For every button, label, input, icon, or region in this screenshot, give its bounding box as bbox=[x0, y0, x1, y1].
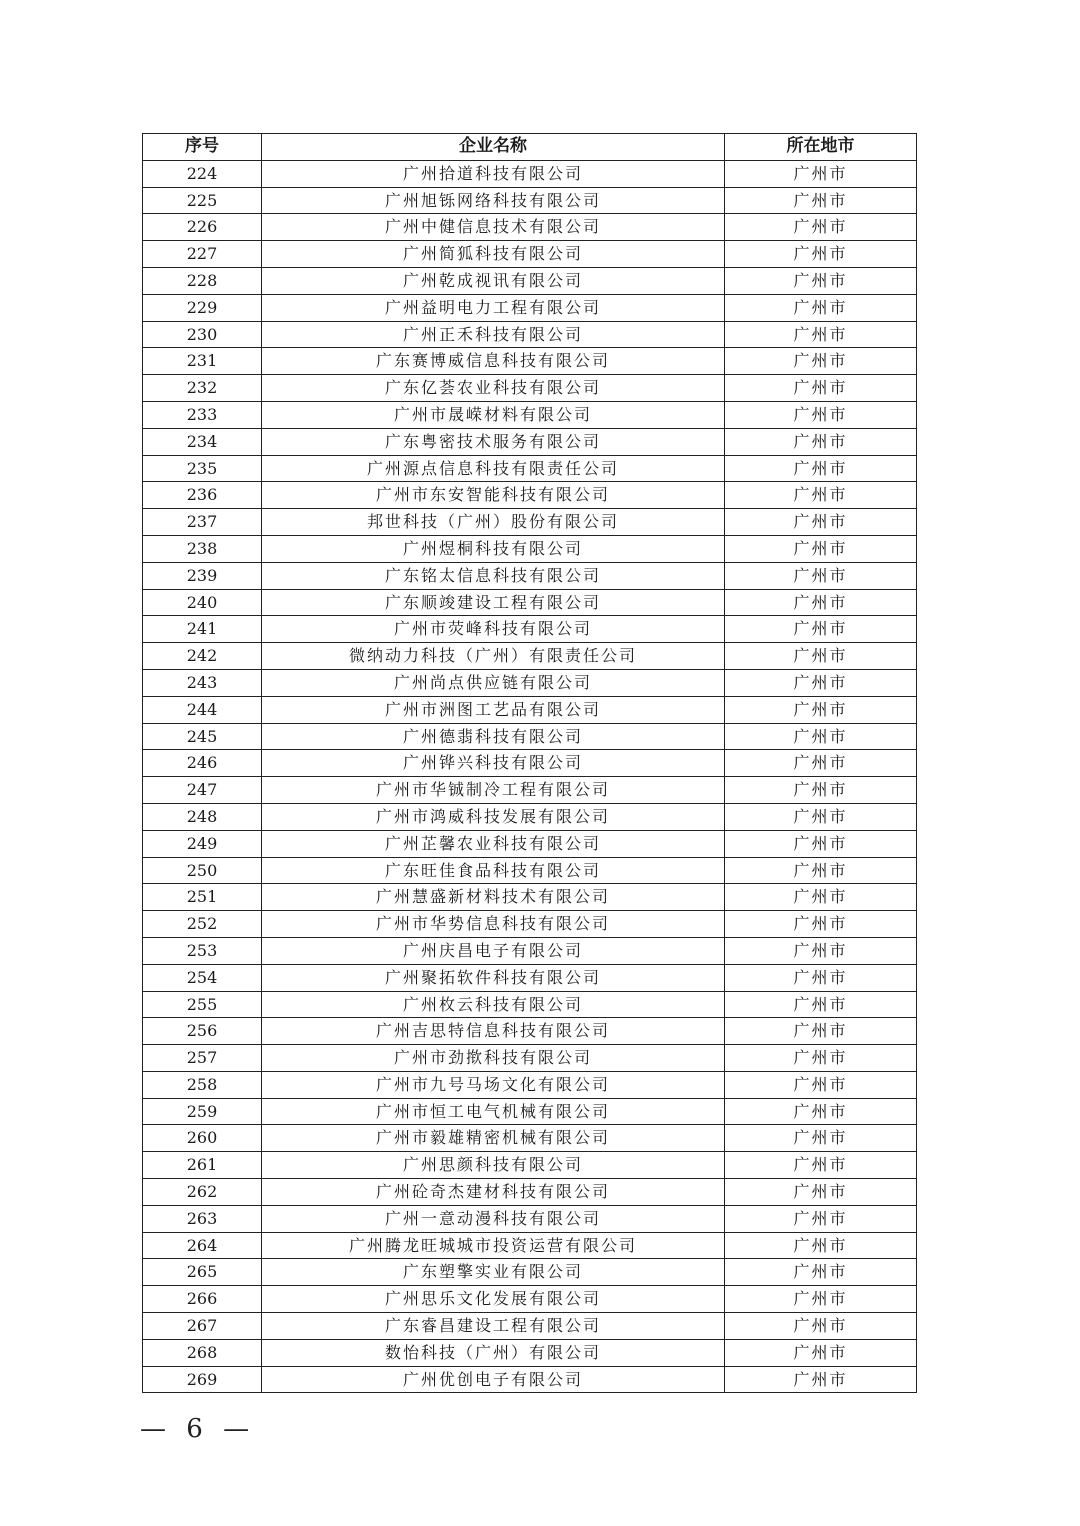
company-name-cell: 广州吉思特信息科技有限公司 bbox=[262, 1018, 725, 1045]
company-name-cell: 广州慧盛新材料技术有限公司 bbox=[262, 884, 725, 911]
city-cell: 广州市 bbox=[725, 1098, 917, 1125]
company-name-cell: 广东旺佳食品科技有限公司 bbox=[262, 857, 725, 884]
table-row bbox=[143, 348, 917, 375]
header-serial-number: 序号 bbox=[143, 134, 262, 161]
city-cell: 广州市 bbox=[725, 1205, 917, 1232]
company-name-cell: 广州庆昌电子有限公司 bbox=[262, 937, 725, 964]
table-row bbox=[143, 991, 917, 1018]
serial-number-cell: 254 bbox=[143, 964, 262, 991]
table-row bbox=[143, 267, 917, 294]
table-row bbox=[143, 1125, 917, 1152]
city-cell: 广州市 bbox=[725, 562, 917, 589]
company-name-cell: 广州市毅雄精密机械有限公司 bbox=[262, 1125, 725, 1152]
company-name-cell: 广州砼奇杰建材科技有限公司 bbox=[262, 1179, 725, 1206]
company-name-cell: 广州芷馨农业科技有限公司 bbox=[262, 830, 725, 857]
city-cell: 广州市 bbox=[725, 1339, 917, 1366]
table-row bbox=[143, 1205, 917, 1232]
city-cell: 广州市 bbox=[725, 669, 917, 696]
serial-number-cell: 253 bbox=[143, 937, 262, 964]
company-name-cell: 广州正禾科技有限公司 bbox=[262, 321, 725, 348]
city-cell: 广州市 bbox=[725, 857, 917, 884]
serial-number-cell: 266 bbox=[143, 1286, 262, 1313]
table-row bbox=[143, 911, 917, 938]
table-row bbox=[143, 455, 917, 482]
table-row bbox=[143, 1313, 917, 1340]
company-name-cell: 广州一意动漫科技有限公司 bbox=[262, 1205, 725, 1232]
table-row bbox=[143, 696, 917, 723]
serial-number-cell: 228 bbox=[143, 267, 262, 294]
city-cell: 广州市 bbox=[725, 428, 917, 455]
table-row bbox=[143, 1071, 917, 1098]
table-row bbox=[143, 535, 917, 562]
table-row bbox=[143, 160, 917, 187]
table-row bbox=[143, 428, 917, 455]
serial-number-cell: 234 bbox=[143, 428, 262, 455]
table-row bbox=[143, 401, 917, 428]
serial-number-cell: 252 bbox=[143, 911, 262, 938]
serial-number-cell: 240 bbox=[143, 589, 262, 616]
serial-number-cell: 259 bbox=[143, 1098, 262, 1125]
company-name-cell: 广州思乐文化发展有限公司 bbox=[262, 1286, 725, 1313]
serial-number-cell: 237 bbox=[143, 509, 262, 536]
enterprise-table bbox=[142, 133, 917, 1393]
city-cell: 广州市 bbox=[725, 1045, 917, 1072]
city-cell: 广州市 bbox=[725, 294, 917, 321]
table-row bbox=[143, 1259, 917, 1286]
city-cell: 广州市 bbox=[725, 991, 917, 1018]
city-cell: 广州市 bbox=[725, 1366, 917, 1393]
table-row bbox=[143, 241, 917, 268]
company-name-cell: 广州源点信息科技有限责任公司 bbox=[262, 455, 725, 482]
city-cell: 广州市 bbox=[725, 375, 917, 402]
serial-number-cell: 255 bbox=[143, 991, 262, 1018]
company-name-cell: 广州市鸿威科技发展有限公司 bbox=[262, 803, 725, 830]
city-cell: 广州市 bbox=[725, 1179, 917, 1206]
serial-number-cell: 235 bbox=[143, 455, 262, 482]
city-cell: 广州市 bbox=[725, 589, 917, 616]
city-cell: 广州市 bbox=[725, 1232, 917, 1259]
serial-number-cell: 248 bbox=[143, 803, 262, 830]
company-name-cell: 广州市洲图工艺品有限公司 bbox=[262, 696, 725, 723]
table-row bbox=[143, 375, 917, 402]
city-cell: 广州市 bbox=[725, 1018, 917, 1045]
serial-number-cell: 241 bbox=[143, 616, 262, 643]
serial-number-cell: 239 bbox=[143, 562, 262, 589]
table-row bbox=[143, 294, 917, 321]
table-row bbox=[143, 616, 917, 643]
serial-number-cell: 265 bbox=[143, 1259, 262, 1286]
company-name-cell: 广州乾成视讯有限公司 bbox=[262, 267, 725, 294]
table-row bbox=[143, 562, 917, 589]
company-name-cell: 广东粤密技术服务有限公司 bbox=[262, 428, 725, 455]
serial-number-cell: 225 bbox=[143, 187, 262, 214]
city-cell: 广州市 bbox=[725, 911, 917, 938]
serial-number-cell: 233 bbox=[143, 401, 262, 428]
company-name-cell: 广州尚点供应链有限公司 bbox=[262, 669, 725, 696]
table-row bbox=[143, 1232, 917, 1259]
city-cell: 广州市 bbox=[725, 1152, 917, 1179]
company-name-cell: 广州煜桐科技有限公司 bbox=[262, 535, 725, 562]
city-cell: 广州市 bbox=[725, 1259, 917, 1286]
serial-number-cell: 236 bbox=[143, 482, 262, 509]
table-row bbox=[143, 1152, 917, 1179]
city-cell: 广州市 bbox=[725, 750, 917, 777]
table-row bbox=[143, 803, 917, 830]
serial-number-cell: 246 bbox=[143, 750, 262, 777]
serial-number-cell: 224 bbox=[143, 160, 262, 187]
table-row bbox=[143, 1366, 917, 1393]
city-cell: 广州市 bbox=[725, 214, 917, 241]
company-name-cell: 广州益明电力工程有限公司 bbox=[262, 294, 725, 321]
table-header bbox=[143, 134, 917, 161]
table-row bbox=[143, 669, 917, 696]
table-row bbox=[143, 830, 917, 857]
table-body bbox=[143, 160, 917, 1393]
serial-number-cell: 230 bbox=[143, 321, 262, 348]
city-cell: 广州市 bbox=[725, 830, 917, 857]
serial-number-cell: 257 bbox=[143, 1045, 262, 1072]
table-row bbox=[143, 643, 917, 670]
header-row bbox=[143, 134, 917, 161]
table-row bbox=[143, 509, 917, 536]
table-row bbox=[143, 1179, 917, 1206]
serial-number-cell: 261 bbox=[143, 1152, 262, 1179]
header-company-name: 企业名称 bbox=[262, 134, 725, 161]
table-row bbox=[143, 857, 917, 884]
city-cell: 广州市 bbox=[725, 964, 917, 991]
company-name-cell: 广州市东安智能科技有限公司 bbox=[262, 482, 725, 509]
serial-number-cell: 247 bbox=[143, 777, 262, 804]
serial-number-cell: 243 bbox=[143, 669, 262, 696]
company-name-cell: 广州德翡科技有限公司 bbox=[262, 723, 725, 750]
company-name-cell: 邦世科技（广州）股份有限公司 bbox=[262, 509, 725, 536]
table-row bbox=[143, 1098, 917, 1125]
company-name-cell: 广州市晟嵘材料有限公司 bbox=[262, 401, 725, 428]
serial-number-cell: 258 bbox=[143, 1071, 262, 1098]
serial-number-cell: 231 bbox=[143, 348, 262, 375]
serial-number-cell: 249 bbox=[143, 830, 262, 857]
city-cell: 广州市 bbox=[725, 401, 917, 428]
serial-number-cell: 262 bbox=[143, 1179, 262, 1206]
company-name-cell: 广州市九号马场文化有限公司 bbox=[262, 1071, 725, 1098]
table-row bbox=[143, 964, 917, 991]
city-cell: 广州市 bbox=[725, 455, 917, 482]
company-name-cell: 广州旭铄网络科技有限公司 bbox=[262, 187, 725, 214]
city-cell: 广州市 bbox=[725, 1125, 917, 1152]
city-cell: 广州市 bbox=[725, 160, 917, 187]
serial-number-cell: 263 bbox=[143, 1205, 262, 1232]
serial-number-cell: 260 bbox=[143, 1125, 262, 1152]
company-name-cell: 广州铧兴科技有限公司 bbox=[262, 750, 725, 777]
serial-number-cell: 227 bbox=[143, 241, 262, 268]
city-cell: 广州市 bbox=[725, 1286, 917, 1313]
city-cell: 广州市 bbox=[725, 616, 917, 643]
company-name-cell: 广州市华铖制冷工程有限公司 bbox=[262, 777, 725, 804]
city-cell: 广州市 bbox=[725, 1071, 917, 1098]
table-row bbox=[143, 723, 917, 750]
company-name-cell: 广东赛博威信息科技有限公司 bbox=[262, 348, 725, 375]
company-name-cell: 广州市荧峰科技有限公司 bbox=[262, 616, 725, 643]
city-cell: 广州市 bbox=[725, 509, 917, 536]
page-number: — 6 — bbox=[140, 1414, 256, 1444]
serial-number-cell: 250 bbox=[143, 857, 262, 884]
company-name-cell: 广州枚云科技有限公司 bbox=[262, 991, 725, 1018]
company-name-cell: 广州市恒工电气机械有限公司 bbox=[262, 1098, 725, 1125]
company-name-cell: 广州简狐科技有限公司 bbox=[262, 241, 725, 268]
company-name-cell: 数怡科技（广州）有限公司 bbox=[262, 1339, 725, 1366]
company-name-cell: 广东顺竣建设工程有限公司 bbox=[262, 589, 725, 616]
table-row bbox=[143, 750, 917, 777]
company-name-cell: 广东铭太信息科技有限公司 bbox=[262, 562, 725, 589]
city-cell: 广州市 bbox=[725, 187, 917, 214]
serial-number-cell: 256 bbox=[143, 1018, 262, 1045]
serial-number-cell: 267 bbox=[143, 1313, 262, 1340]
city-cell: 广州市 bbox=[725, 937, 917, 964]
serial-number-cell: 226 bbox=[143, 214, 262, 241]
company-name-cell: 广州市华势信息科技有限公司 bbox=[262, 911, 725, 938]
city-cell: 广州市 bbox=[725, 1313, 917, 1340]
company-name-cell: 广州思颜科技有限公司 bbox=[262, 1152, 725, 1179]
city-cell: 广州市 bbox=[725, 535, 917, 562]
header-city: 所在地市 bbox=[725, 134, 917, 161]
company-name-cell: 广州聚拓软件科技有限公司 bbox=[262, 964, 725, 991]
city-cell: 广州市 bbox=[725, 777, 917, 804]
city-cell: 广州市 bbox=[725, 241, 917, 268]
table-row bbox=[143, 1286, 917, 1313]
table-row bbox=[143, 1018, 917, 1045]
serial-number-cell: 229 bbox=[143, 294, 262, 321]
company-name-cell: 广州腾龙旺城城市投资运营有限公司 bbox=[262, 1232, 725, 1259]
city-cell: 广州市 bbox=[725, 884, 917, 911]
city-cell: 广州市 bbox=[725, 803, 917, 830]
company-name-cell: 广东亿荟农业科技有限公司 bbox=[262, 375, 725, 402]
company-name-cell: 广州优创电子有限公司 bbox=[262, 1366, 725, 1393]
company-name-cell: 广州拾道科技有限公司 bbox=[262, 160, 725, 187]
table-row bbox=[143, 187, 917, 214]
city-cell: 广州市 bbox=[725, 348, 917, 375]
company-name-cell: 广东睿昌建设工程有限公司 bbox=[262, 1313, 725, 1340]
serial-number-cell: 269 bbox=[143, 1366, 262, 1393]
company-name-cell: 广州市劲揿科技有限公司 bbox=[262, 1045, 725, 1072]
serial-number-cell: 244 bbox=[143, 696, 262, 723]
serial-number-cell: 232 bbox=[143, 375, 262, 402]
company-name-cell: 广州中健信息技术有限公司 bbox=[262, 214, 725, 241]
city-cell: 广州市 bbox=[725, 643, 917, 670]
city-cell: 广州市 bbox=[725, 723, 917, 750]
table-row bbox=[143, 321, 917, 348]
city-cell: 广州市 bbox=[725, 267, 917, 294]
serial-number-cell: 251 bbox=[143, 884, 262, 911]
table-row bbox=[143, 884, 917, 911]
serial-number-cell: 238 bbox=[143, 535, 262, 562]
table-row bbox=[143, 482, 917, 509]
serial-number-cell: 264 bbox=[143, 1232, 262, 1259]
table-row bbox=[143, 777, 917, 804]
table-row bbox=[143, 1045, 917, 1072]
table-row bbox=[143, 937, 917, 964]
table-row bbox=[143, 589, 917, 616]
city-cell: 广州市 bbox=[725, 482, 917, 509]
serial-number-cell: 268 bbox=[143, 1339, 262, 1366]
city-cell: 广州市 bbox=[725, 321, 917, 348]
company-name-cell: 广东塑擎实业有限公司 bbox=[262, 1259, 725, 1286]
serial-number-cell: 242 bbox=[143, 643, 262, 670]
serial-number-cell: 245 bbox=[143, 723, 262, 750]
city-cell: 广州市 bbox=[725, 696, 917, 723]
table-row bbox=[143, 214, 917, 241]
company-name-cell: 微纳动力科技（广州）有限责任公司 bbox=[262, 643, 725, 670]
table-row bbox=[143, 1339, 917, 1366]
